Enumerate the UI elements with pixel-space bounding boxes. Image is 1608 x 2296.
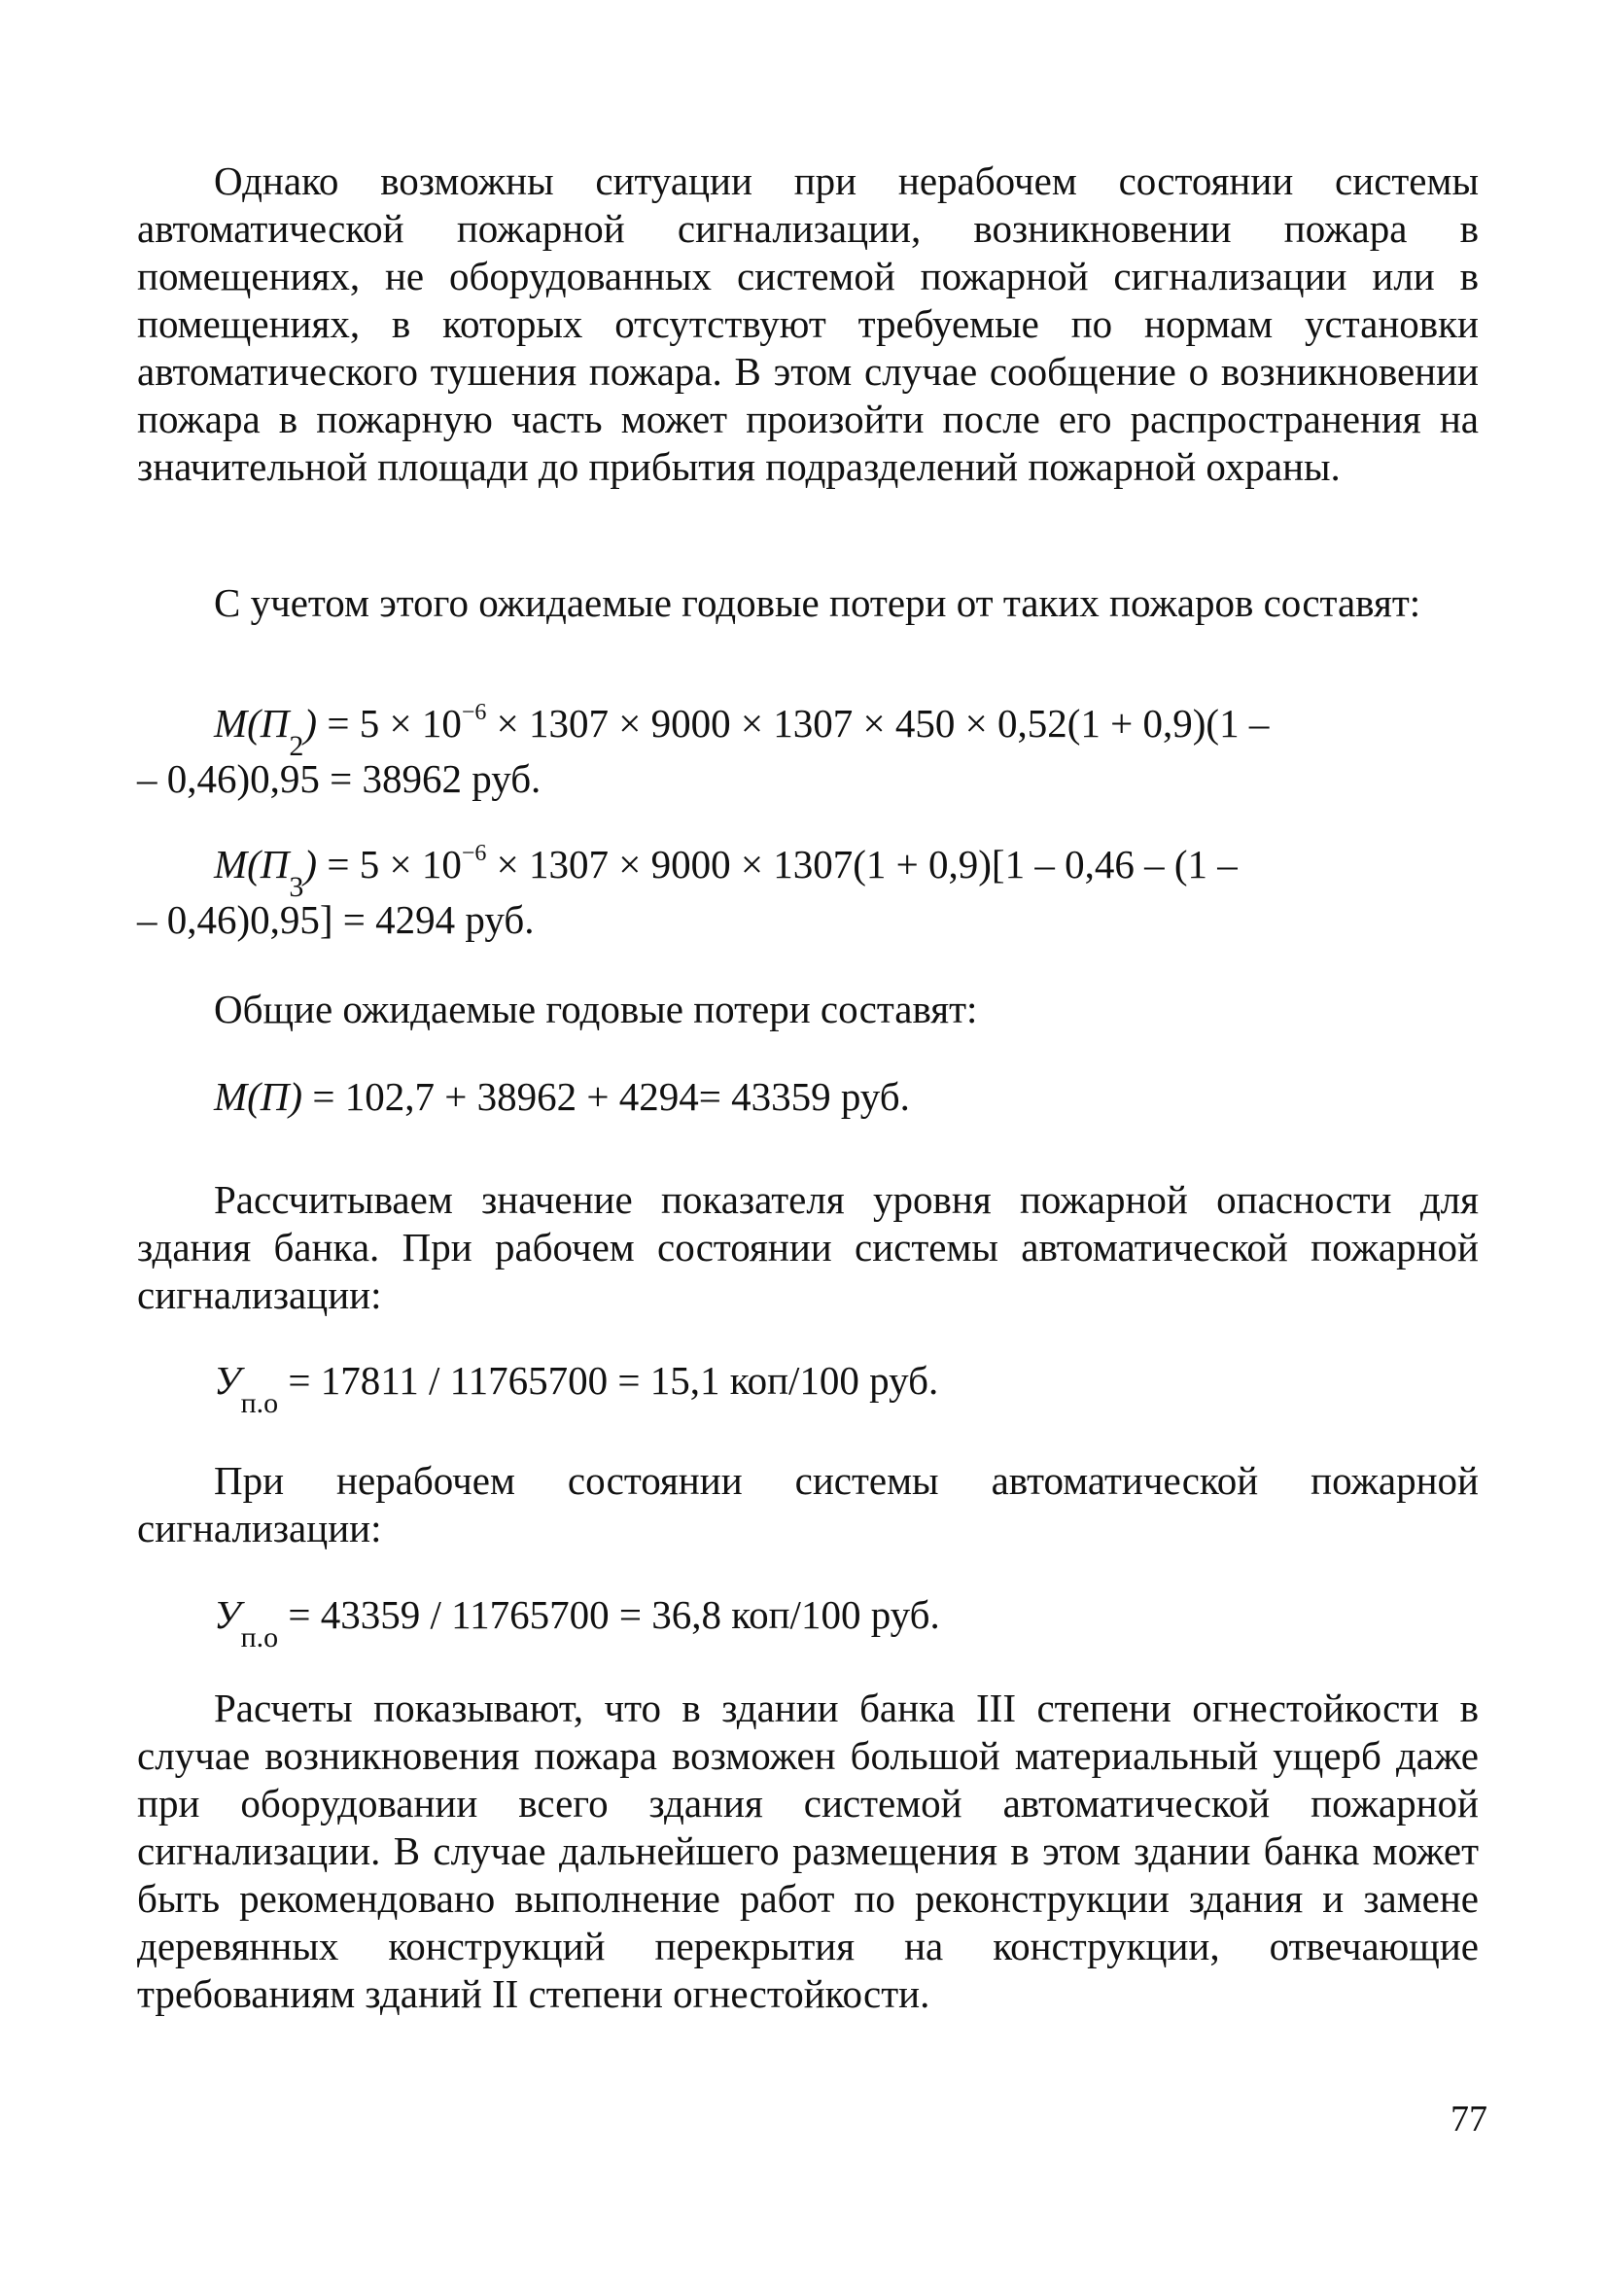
formula-loss-p2 (137, 690, 1479, 801)
paragraph-4: Рассчитываем значение показателя уровня пожарной опасности для здания банка. При рабочем состоянии системы автоматической пожарной сигнализации: (137, 1177, 1479, 1317)
formula-risk-nonworking-line (137, 1582, 1479, 1654)
formula-loss-p3-paren: ) (303, 842, 318, 887)
formula-loss-p2-var: M(П (214, 701, 290, 746)
formula-loss-p2-line-1 (137, 690, 1479, 763)
paragraph-2: С учетом этого ожидаемые годовые потери от таких пожаров составят: (214, 580, 1421, 625)
paragraph-5: При нерабочем состоянии системы автоматической пожарной сигнализации: (137, 1458, 1479, 1550)
paragraph-1: Однако возможны ситуации при нерабочем состоянии системы автоматической пожарной сигнализации, возникновении пожара в помещениях, не оборудованных системой пожарной сигнализации или в помещениях, в которых отсутствуют требуемые по нормам установки автоматического тушения пожара. В этом случае сообщение о возникновении пожара в пожарную часть может произойти после его распространения на значительной площади до прибытия подразделений пожарной охраны. (137, 158, 1479, 489)
paragraph-6: Расчеты показывают, что в здании банка III степени огнестойкости в случае возникновения пожара возможен большой материальный ущерб даже при оборудовании всего здания системой автоматической пожарной сигнализации. В случае дальнейшего размещения в этом здании банка может быть рекомендовано выполнение работ по реконструкции здания и замене деревянных конструкций перекрытия на конструкции, отвечающие требованиям зданий II степени огнестойкости. (137, 1686, 1479, 2016)
formula-loss-p3-part-a: = 5 × 10 (317, 842, 462, 887)
formula-loss-p3 (137, 831, 1479, 942)
formula-risk-working-line (137, 1347, 1479, 1420)
formula-risk-nonworking (137, 1582, 1479, 1654)
formula-risk-working (137, 1347, 1479, 1420)
formula-loss-p2-subscript: 2 (289, 730, 304, 763)
page-number: 77 (1451, 2099, 1487, 2139)
formula-loss-p2-part-a: = 5 × 10 (317, 701, 462, 746)
formula-loss-p3-var: M(П (214, 842, 290, 887)
formula-risk-working-rhs: = 17811 / 11765700 = 15,1 коп/100 руб. (278, 1358, 939, 1403)
formula-loss-p2-line-2: – 0,46)0,95 = 38962 руб. (137, 756, 542, 801)
formula-risk-working-var: У (214, 1358, 241, 1403)
formula-loss-p3-part-b: × 1307 × 9000 × 1307(1 + 0,9)[1 – 0,46 – (1 – (486, 842, 1238, 887)
formula-risk-nonworking-var: У (214, 1592, 241, 1637)
formula-loss-p2-part-b: × 1307 × 9000 × 1307 × 450 × 0,52(1 + 0,9)(1 – (486, 701, 1270, 746)
formula-risk-nonworking-rhs: = 43359 / 11765700 = 36,8 коп/100 руб. (278, 1592, 940, 1637)
formula-total-loss-line (137, 1063, 1479, 1130)
formula-loss-p3-subscript: 3 (289, 871, 304, 904)
formula-loss-p2-exponent: −6 (461, 700, 487, 726)
formula-risk-working-subscript: п.о (240, 1387, 279, 1420)
formula-loss-p2-paren: ) (303, 701, 318, 746)
formula-loss-p3-line-2: – 0,46)0,95] = 4294 руб. (137, 897, 535, 942)
formula-loss-p3-line-1 (137, 831, 1479, 904)
formula-loss-p3-exponent: −6 (461, 841, 487, 867)
formula-total-loss (137, 1063, 1479, 1130)
formula-total-loss-rhs: = 102,7 + 38962 + 4294= 43359 руб. (302, 1074, 910, 1119)
paragraph-3: Общие ожидаемые годовые потери составят: (214, 987, 978, 1031)
formula-risk-nonworking-subscript: п.о (240, 1621, 279, 1654)
formula-total-loss-var: M(П) (214, 1074, 303, 1119)
